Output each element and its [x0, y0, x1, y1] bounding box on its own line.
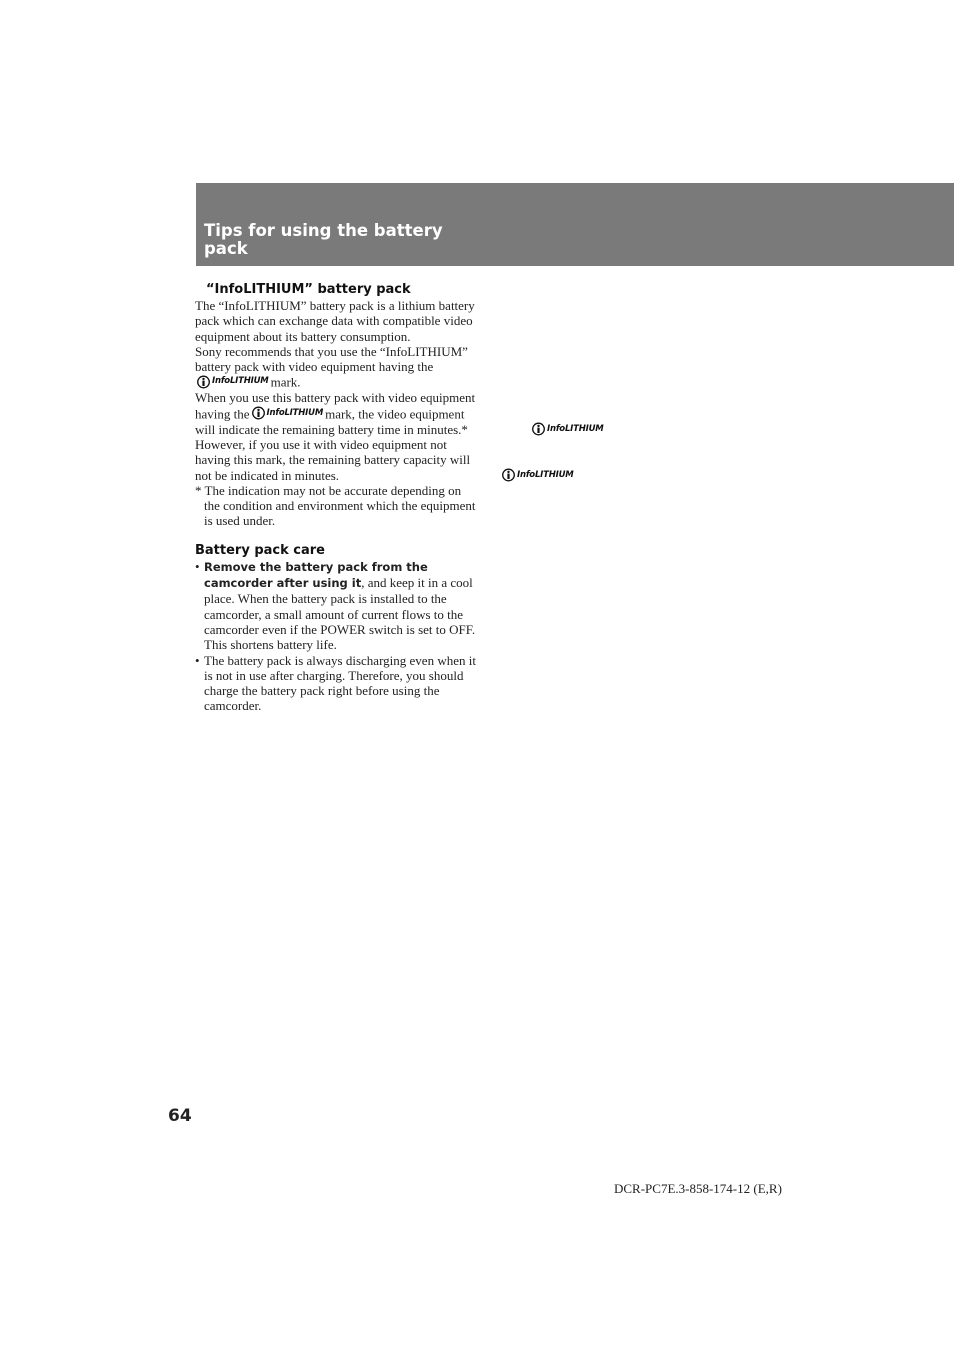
title-banner [196, 183, 954, 266]
page-title: Tips for using the battery pack [204, 221, 443, 258]
paragraph-indication [195, 390, 479, 482]
paragraph-indication-text: When you use this battery pack with video equipment having the [195, 390, 476, 422]
paragraph-recommend-text: Sony recommends that you use the “InfoLITHIUM” battery pack with video equipment having the [195, 343, 468, 375]
info-circle-icon [532, 422, 545, 436]
infolithium-mark-text: InfoLITHIUM [212, 376, 269, 387]
bullet-text: , and keep it in a cool place. When the battery pack is installed to the camcorder, a small amount of current flows to the camcorder even if the POWER switch is set to OFF. This shortens battery life. [204, 575, 476, 653]
bullet-bold-text: Remove the battery pack from the camcorder after using it [204, 559, 428, 591]
footnote: * The indication may not be accurate depending on the condition and environment which the equipment is used under. [195, 482, 476, 529]
infolithium-mark-text: InfoLITHIUM [517, 470, 574, 480]
paragraph-intro: The “InfoLITHIUM” battery pack is a lithium battery pack which can exchange data with compatible video equipment about its battery consumption. [195, 298, 475, 344]
page-number: 64 [168, 1106, 192, 1126]
info-circle-icon [197, 375, 210, 389]
bullet-dot: • [195, 558, 200, 574]
infolithium-mark-side [532, 422, 604, 436]
infolithium-mark [252, 406, 324, 421]
infolithium-mark [197, 374, 269, 389]
paragraph-indication-rest: mark, the video equipment will indicate the remaining battery time in minutes.* However, if you use it with video equipment not having this mark, the remaining battery capacity will not be indicated in minutes. [195, 406, 471, 483]
section-heading-care: Battery pack care [195, 542, 325, 558]
infolithium-mark-text: InfoLITHIUM [266, 407, 324, 418]
footer-code: DCR-PC7E.3-858-174-12 (E,R) [614, 1181, 782, 1196]
list-item [195, 653, 479, 714]
paragraph-recommend-end: mark. [270, 375, 301, 391]
bullet-dot: • [195, 652, 200, 668]
main-column [195, 281, 479, 714]
infolithium-mark-side [502, 468, 574, 482]
bullet-text: The battery pack is always discharging even when it is not in use after charging. Therefore, you should charge the battery pack right before using the camcorder. [204, 652, 476, 714]
list-item [195, 559, 479, 653]
paragraph-recommend [195, 344, 479, 391]
section-heading-infolithium: “InfoLITHIUM” battery pack [206, 282, 411, 297]
info-circle-icon [502, 468, 515, 482]
infolithium-mark-text: InfoLITHIUM [547, 424, 604, 434]
info-circle-icon [252, 406, 265, 420]
